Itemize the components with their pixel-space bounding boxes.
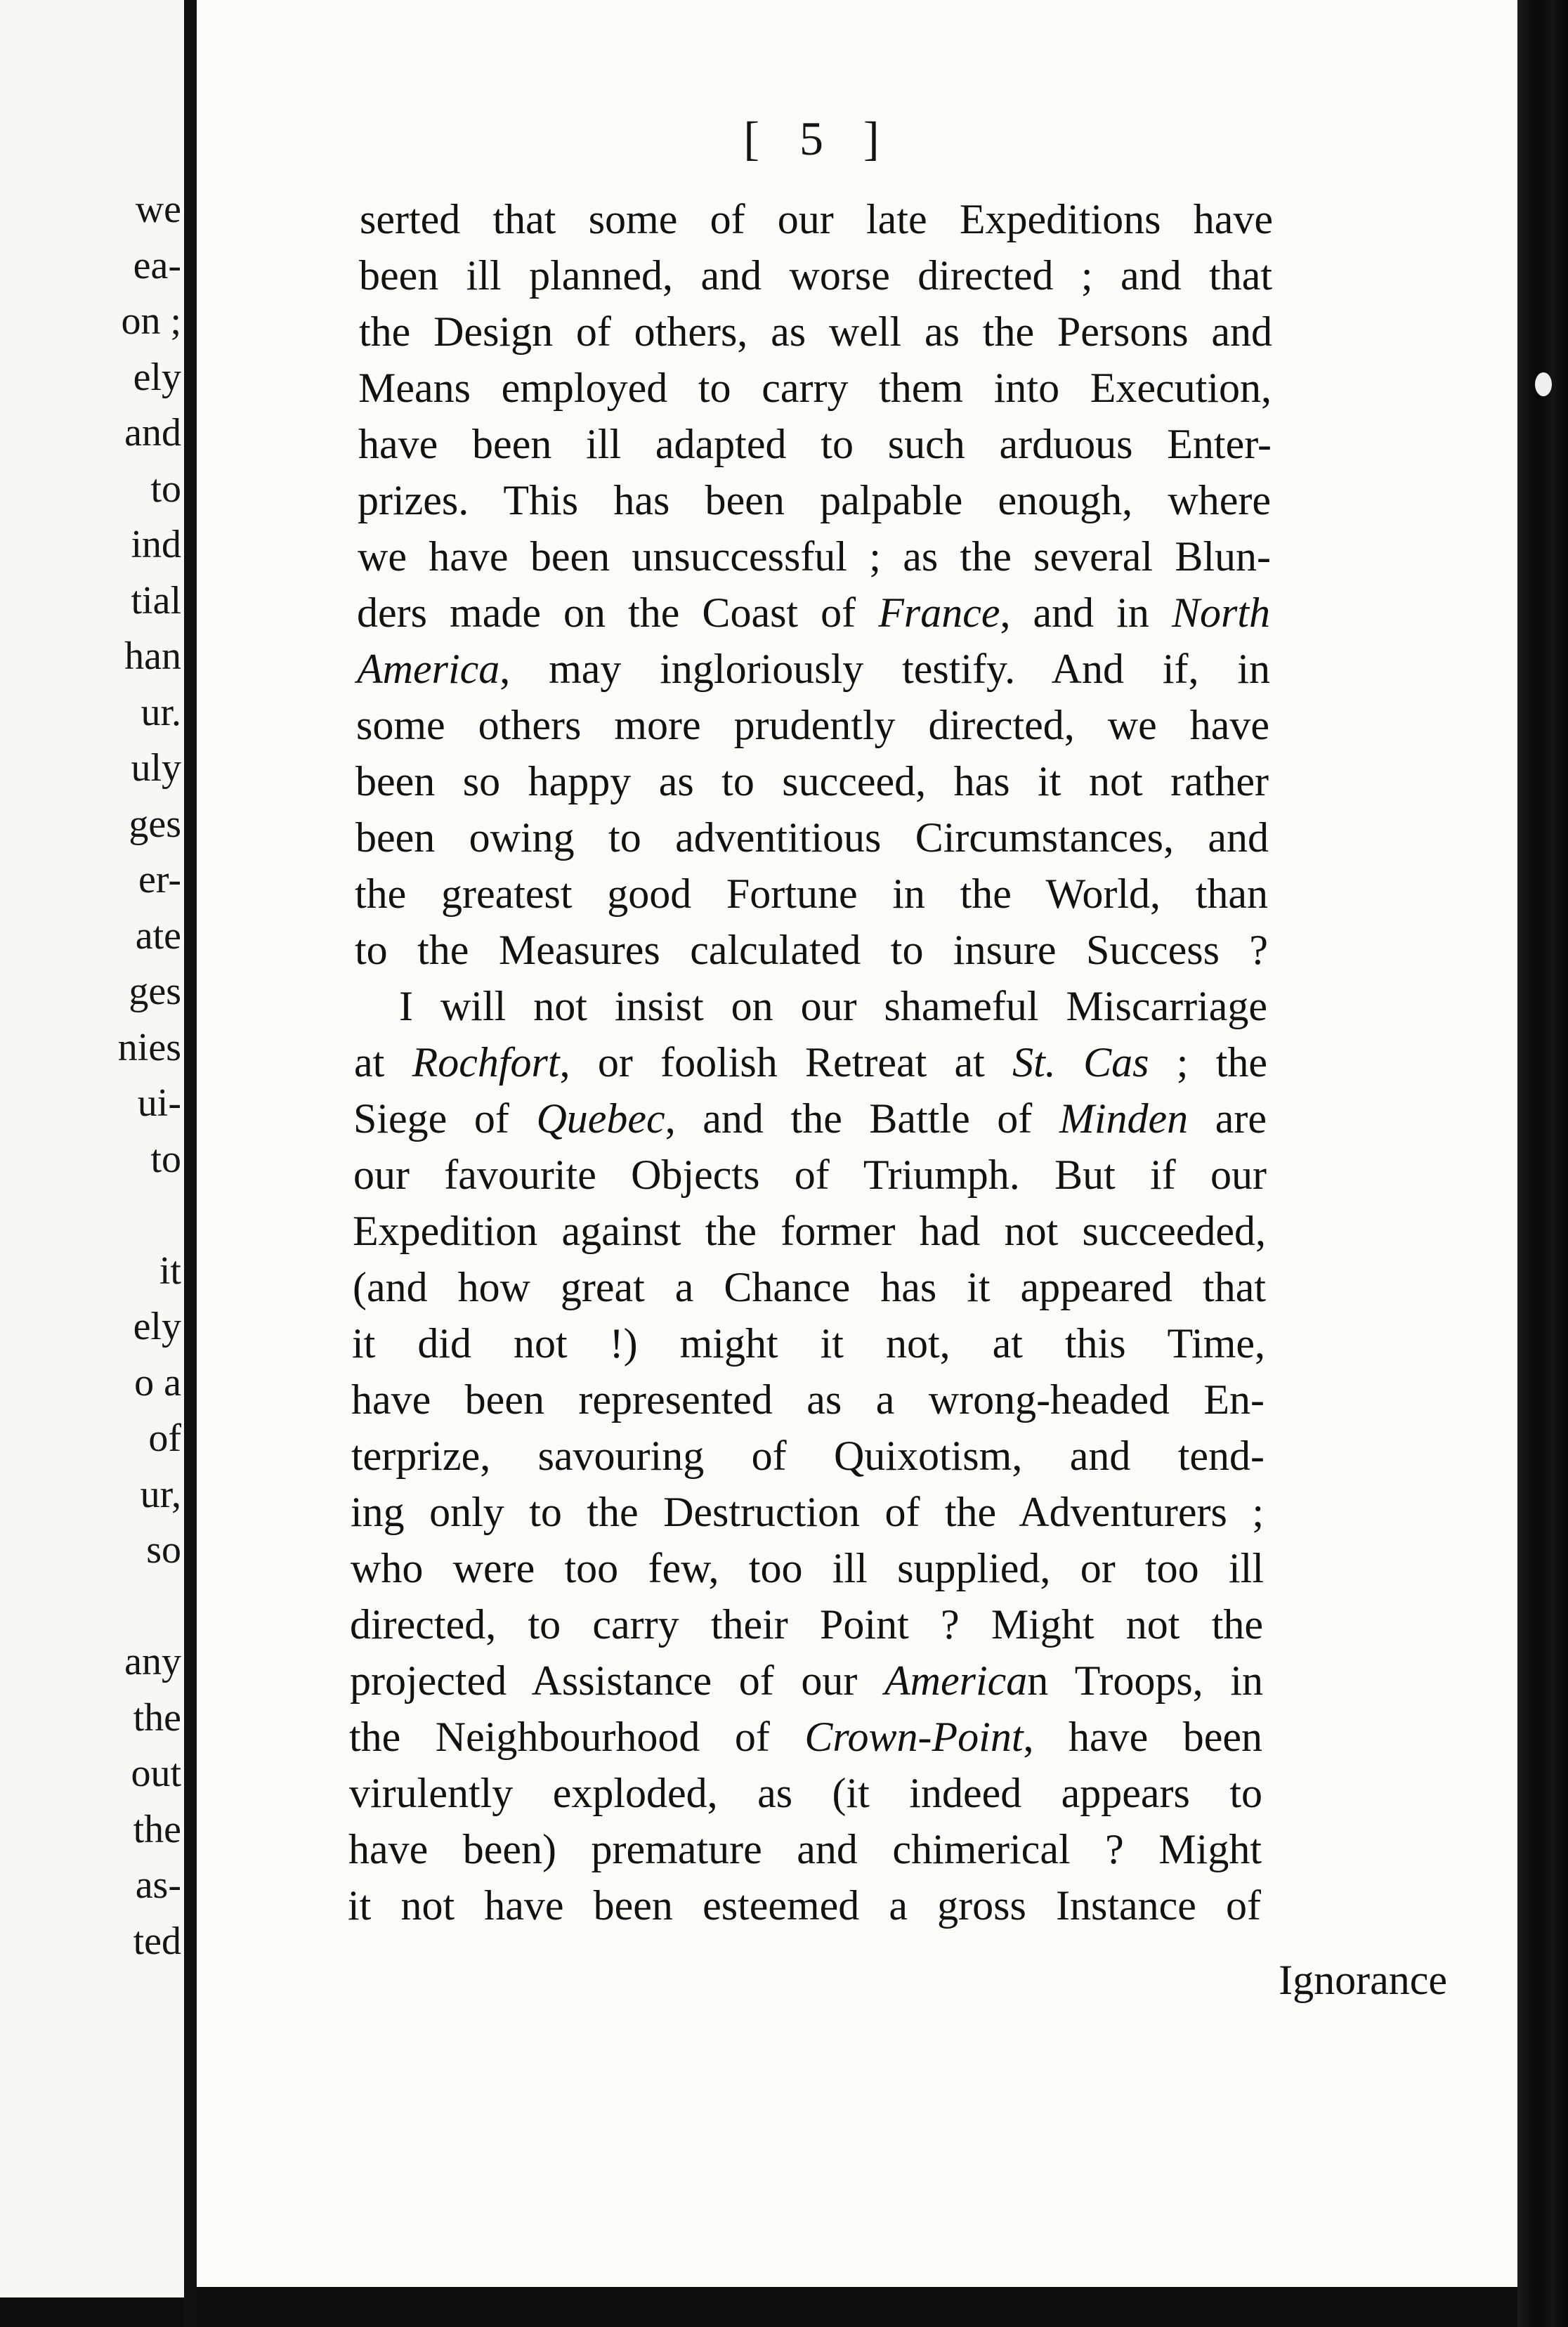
previous-page-fragment bbox=[0, 0, 184, 2297]
previous-page-line: ges bbox=[129, 970, 181, 1013]
previous-page-line: we bbox=[135, 188, 181, 231]
text-line: the greatest good Fortune in the World, than bbox=[355, 871, 1268, 917]
previous-page-line: on ; bbox=[121, 299, 181, 343]
previous-page-line: nies bbox=[117, 1025, 181, 1069]
text-line: projected Assistance of our American Troops, in bbox=[350, 1657, 1263, 1704]
text-line: at Rochfort, or foolish Retreat at St. Cas ; the bbox=[354, 1039, 1267, 1086]
text-line: prizes. This has been palpable enough, where bbox=[358, 477, 1271, 523]
previous-page-line: o a bbox=[134, 1360, 181, 1404]
previous-page-line: it bbox=[159, 1249, 181, 1293]
text-line: the Design of others, as well as the Persons and bbox=[359, 308, 1272, 355]
text-line: terprize, savouring of Quixotism, and tend- bbox=[351, 1433, 1265, 1479]
previous-page-line: er- bbox=[138, 858, 181, 901]
text-line: Siege of Quebec, and the Battle of Minden are bbox=[353, 1095, 1267, 1142]
text-line: it did not !) might it not, at this Time, bbox=[352, 1320, 1265, 1367]
text-line: Expedition against the former had not succeeded, bbox=[353, 1208, 1266, 1254]
previous-page-line: to bbox=[150, 467, 181, 511]
text-line: it not have been esteemed a gross Instance of bbox=[348, 1882, 1261, 1929]
page-edge-shadow bbox=[1517, 0, 1568, 2327]
text-line: the Neighbourhood of Crown-Point, have been bbox=[349, 1714, 1262, 1760]
text-line: have been represented as a wrong-headed En- bbox=[351, 1376, 1265, 1423]
text-line: Means employed to carry them into Execution, bbox=[358, 365, 1272, 411]
text-line: have been) premature and chimerical ? Might bbox=[348, 1826, 1262, 1872]
text-line: to the Measures calculated to insure Success ? bbox=[355, 927, 1268, 973]
previous-page-line: ur, bbox=[140, 1472, 181, 1516]
text-line: serted that some of our late Expeditions have bbox=[360, 196, 1273, 242]
previous-page-line: to bbox=[150, 1137, 181, 1181]
text-line: who were too few, too ill supplied, or too ill bbox=[351, 1545, 1264, 1591]
book-spine bbox=[184, 0, 197, 2327]
previous-page-line: ely bbox=[133, 1305, 181, 1348]
text-line: ing only to the Destruction of the Adventurers ; bbox=[351, 1489, 1264, 1535]
paragraph-first-line: I will not insist on our shameful Miscarriage bbox=[399, 983, 1267, 1029]
previous-page-line: the bbox=[133, 1695, 181, 1740]
text-line: ders made on the Coast of France, and in North bbox=[357, 589, 1270, 636]
text-line: been owing to adventitious Circumstances, and bbox=[355, 814, 1269, 861]
text-line: some others more prudently directed, we have bbox=[356, 702, 1269, 748]
catchword: Ignorance bbox=[1279, 1957, 1447, 2003]
previous-page-line: as- bbox=[135, 1863, 181, 1907]
page-number: [ 5 ] bbox=[743, 112, 894, 165]
text-line: we have been unsuccessful ; as the several Blun- bbox=[358, 533, 1271, 580]
paper-blemish bbox=[1535, 372, 1552, 396]
text-line: (and how great a Chance has it appeared that bbox=[353, 1264, 1266, 1310]
previous-page-line: ate bbox=[135, 913, 181, 958]
text-line: America, may ingloriously testify. And if, in bbox=[357, 646, 1270, 692]
previous-page-line: and bbox=[124, 411, 181, 455]
text-line: been ill planned, and worse directed ; and that bbox=[359, 252, 1272, 299]
previous-page-line: ea- bbox=[133, 243, 181, 287]
previous-page-line: ui- bbox=[137, 1081, 181, 1125]
previous-page-line: tial bbox=[131, 578, 181, 623]
text-line: our favourite Objects of Triumph. But if our bbox=[353, 1152, 1267, 1198]
previous-page-line: so bbox=[146, 1528, 181, 1572]
previous-page-line: any bbox=[124, 1640, 181, 1683]
previous-page-line: the bbox=[133, 1807, 181, 1851]
previous-page-line: ges bbox=[129, 802, 181, 846]
previous-page-line: uly bbox=[131, 746, 181, 790]
previous-page-line: ely bbox=[133, 355, 181, 399]
previous-page-line: out bbox=[131, 1752, 181, 1795]
text-line: have been ill adapted to such arduous Enter- bbox=[358, 421, 1272, 467]
text-line: directed, to carry their Point ? Might not the bbox=[350, 1601, 1263, 1648]
previous-page-line: ur. bbox=[141, 690, 181, 734]
previous-page-line: han bbox=[124, 634, 181, 678]
text-line: virulently exploded, as (it indeed appears to bbox=[349, 1770, 1262, 1816]
book-page bbox=[197, 0, 1517, 2287]
previous-page-line: ind bbox=[131, 523, 181, 566]
previous-page-line: ted bbox=[133, 1919, 181, 1963]
text-line: been so happy as to succeed, has it not rather bbox=[355, 758, 1269, 804]
previous-page-line: of bbox=[148, 1416, 181, 1460]
